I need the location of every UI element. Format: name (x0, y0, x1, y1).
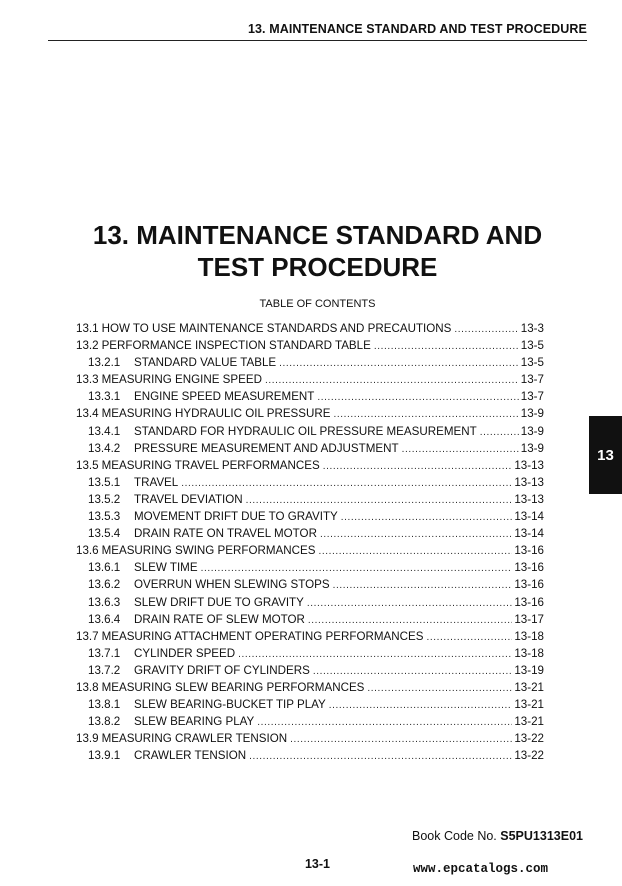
toc-entry-title: PRESSURE MEASUREMENT AND ADJUSTMENT (134, 441, 399, 455)
toc-entry-number: 13.9.1 (88, 749, 121, 763)
toc-entry-title: TRAVEL DEVIATION (134, 492, 243, 506)
toc-entry-page: 13-16 (514, 578, 544, 592)
toc-entry-page: 13-19 (514, 663, 544, 677)
running-header: 13. MAINTENANCE STANDARD AND TEST PROCEDURE (48, 22, 587, 41)
toc-entry[interactable] (76, 747, 544, 764)
toc-entry-number: 13.2 (76, 339, 99, 353)
toc-entry-number: 13.4.1 (88, 424, 121, 438)
toc-entry[interactable] (76, 320, 544, 337)
toc-entry-title: MEASURING SLEW BEARING PERFORMANCES (101, 680, 365, 694)
watermark-url: www.epcatalogs.com (413, 862, 549, 876)
toc-entry-title: GRAVITY DRIFT OF CYLINDERS (134, 663, 310, 677)
toc-entry[interactable] (76, 423, 544, 440)
toc-entry-page: 13-13 (514, 458, 544, 472)
toc-entry-title: SLEW BEARING PLAY (134, 715, 255, 729)
toc-entry[interactable] (76, 542, 544, 559)
toc-entry-leader (402, 441, 519, 458)
toc-entry-page: 13-21 (514, 698, 544, 712)
toc-entry-leader (329, 697, 513, 714)
toc-entry-leader (374, 338, 519, 355)
toc-entry[interactable] (76, 457, 544, 474)
toc-entry-number: 13.8.2 (88, 715, 121, 729)
toc-entry-page: 13-5 (520, 339, 544, 353)
toc-entry-leader (480, 424, 519, 441)
toc-entry-leader (238, 646, 512, 663)
toc-entry[interactable] (76, 440, 544, 457)
toc-entry-leader (318, 543, 512, 560)
toc-entry-title: DRAIN RATE OF SLEW MOTOR (134, 612, 305, 626)
toc-entry-page: 13-13 (514, 475, 544, 489)
table-of-contents (76, 320, 544, 764)
toc-entry-leader (265, 372, 519, 389)
toc-entry-number: 13.6.3 (88, 595, 121, 609)
toc-entry-number: 13.3 (76, 373, 99, 387)
toc-entry-leader (257, 714, 512, 731)
chapter-tab (589, 416, 622, 494)
toc-entry-number: 13.8 (76, 680, 99, 694)
toc-entry-page: 13-21 (514, 680, 544, 694)
toc-entry-number: 13.9 (76, 732, 99, 746)
toc-entry-page: 13-14 (514, 510, 544, 524)
toc-entry[interactable] (76, 474, 544, 491)
toc-entry-leader (323, 458, 513, 475)
toc-entry-page: 13-16 (514, 595, 544, 609)
toc-entry[interactable] (76, 525, 544, 542)
toc-entry-leader (246, 492, 513, 509)
toc-heading: TABLE OF CONTENTS (259, 298, 376, 310)
toc-entry-number: 13.5.2 (88, 492, 121, 506)
toc-entry-number: 13.2.1 (88, 356, 121, 370)
toc-entry-number: 13.6.2 (88, 578, 121, 592)
toc-entry-number: 13.4 (76, 407, 99, 421)
toc-entry-title: CYLINDER SPEED (134, 646, 236, 660)
toc-entry-title: OVERRUN WHEN SLEWING STOPS (134, 578, 330, 592)
toc-entry-page: 13-18 (514, 629, 544, 643)
toc-entry-number: 13.3.1 (88, 390, 121, 404)
toc-entry[interactable] (76, 594, 544, 611)
toc-entry-number: 13.7.1 (88, 646, 121, 660)
toc-entry[interactable] (76, 645, 544, 662)
toc-entry-leader (341, 509, 513, 526)
toc-entry-title: CRAWLER TENSION (134, 749, 247, 763)
chapter-title (0, 219, 622, 283)
toc-entry-number: 13.5.4 (88, 527, 121, 541)
toc-entry[interactable] (76, 730, 544, 747)
toc-entry-page: 13-21 (514, 715, 544, 729)
book-code (412, 829, 583, 843)
toc-entry-leader (454, 321, 518, 338)
toc-entry-number: 13.6.4 (88, 612, 121, 626)
toc-entry[interactable] (76, 576, 544, 593)
toc-entry[interactable] (76, 371, 544, 388)
toc-entry[interactable] (76, 388, 544, 405)
chapter-title-line1: 13. MAINTENANCE STANDARD AND (92, 220, 543, 250)
toc-entry-title: SLEW DRIFT DUE TO GRAVITY (134, 595, 304, 609)
toc-entry-leader (426, 629, 512, 646)
toc-entry-title: SLEW BEARING-BUCKET TIP PLAY (134, 698, 326, 712)
toc-entry[interactable] (76, 559, 544, 576)
toc-entry-leader (313, 663, 512, 680)
toc-entry-page: 13-9 (520, 407, 544, 421)
toc-entry-title: STANDARD VALUE TABLE (134, 356, 277, 370)
toc-entry-title: MEASURING HYDRAULIC OIL PRESSURE (101, 407, 331, 421)
toc-entry-title: HOW TO USE MAINTENANCE STANDARDS AND PRECAUTIONS (101, 322, 452, 335)
toc-entry-leader (317, 389, 518, 406)
toc-entry-title: MEASURING CRAWLER TENSION (101, 732, 288, 746)
toc-entry-number: 13.6.1 (88, 561, 121, 575)
toc-entry-title: TRAVEL (134, 475, 179, 489)
toc-entry-page: 13-17 (514, 612, 544, 626)
toc-entry-page: 13-13 (514, 492, 544, 506)
toc-entry-number: 13.5 (76, 458, 99, 472)
toc-entry-leader (333, 577, 513, 594)
toc-entry-number: 13.4.2 (88, 441, 121, 455)
toc-entry-page: 13-14 (514, 527, 544, 541)
toc-entry-number: 13.8.1 (88, 698, 121, 712)
toc-entry-title: DRAIN RATE ON TRAVEL MOTOR (134, 527, 317, 541)
toc-entry-title: MEASURING ENGINE SPEED (101, 373, 262, 387)
toc-entry[interactable] (76, 508, 544, 525)
toc-entry[interactable] (76, 628, 544, 645)
toc-entry-number: 13.5.1 (88, 475, 121, 489)
toc-entry[interactable] (76, 354, 544, 371)
book-code-label: Book Code No. (412, 829, 497, 843)
toc-entry-leader (181, 475, 512, 492)
toc-entry-page: 13-9 (520, 424, 544, 438)
toc-entry-page: 13-9 (520, 441, 544, 455)
toc-entry-page: 13-22 (514, 749, 544, 763)
toc-entry-title: MEASURING ATTACHMENT OPERATING PERFORMANCES (101, 629, 424, 643)
toc-entry-leader (308, 612, 512, 629)
toc-entry-page: 13-3 (520, 322, 544, 335)
toc-entry-leader (201, 560, 513, 577)
toc-entry-leader (320, 526, 512, 543)
chapter-title-line2: TEST PROCEDURE (197, 252, 438, 282)
toc-entry-page: 13-7 (520, 373, 544, 387)
toc-entry[interactable] (76, 696, 544, 713)
toc-entry-page: 13-18 (514, 646, 544, 660)
toc-entry-page: 13-16 (514, 561, 544, 575)
toc-entry-title: SLEW TIME (134, 561, 198, 575)
toc-entry[interactable] (76, 491, 544, 508)
toc-entry-title: MOVEMENT DRIFT DUE TO GRAVITY (134, 510, 338, 524)
page-number: 13-1 (304, 857, 331, 871)
toc-entry-title: PERFORMANCE INSPECTION STANDARD TABLE (101, 339, 371, 353)
toc-entry[interactable] (76, 679, 544, 696)
toc-entry[interactable] (76, 405, 544, 422)
toc-entry-leader (279, 355, 519, 372)
toc-entry-leader (334, 406, 519, 423)
toc-entry-page: 13-7 (520, 390, 544, 404)
toc-entry-leader (249, 748, 512, 765)
toc-entry-leader (290, 731, 512, 748)
toc-entry-leader (307, 595, 512, 612)
toc-entry-title: MEASURING TRAVEL PERFORMANCES (101, 458, 320, 472)
book-code-value: S5PU1313E01 (500, 829, 583, 843)
toc-entry-title: ENGINE SPEED MEASUREMENT (134, 390, 315, 404)
toc-entry-number: 13.1 (76, 322, 99, 335)
toc-entry-title: MEASURING SWING PERFORMANCES (101, 544, 316, 558)
toc-entry[interactable] (76, 713, 544, 730)
toc-entry-page: 13-5 (520, 356, 544, 370)
toc-entry-leader (367, 680, 512, 697)
toc-entry-title: STANDARD FOR HYDRAULIC OIL PRESSURE MEASUREMENT (134, 424, 477, 438)
toc-entry-page: 13-16 (514, 544, 544, 558)
toc-entry-number: 13.7 (76, 629, 99, 643)
toc-entry[interactable] (76, 662, 544, 679)
toc-entry[interactable] (76, 611, 544, 628)
toc-entry-number: 13.6 (76, 544, 99, 558)
toc-entry-number: 13.5.3 (88, 510, 121, 524)
chapter-tab-label: 13 (597, 446, 614, 464)
toc-entry-page: 13-22 (514, 732, 544, 746)
toc-entry[interactable] (76, 337, 544, 354)
toc-entry-number: 13.7.2 (88, 663, 121, 677)
